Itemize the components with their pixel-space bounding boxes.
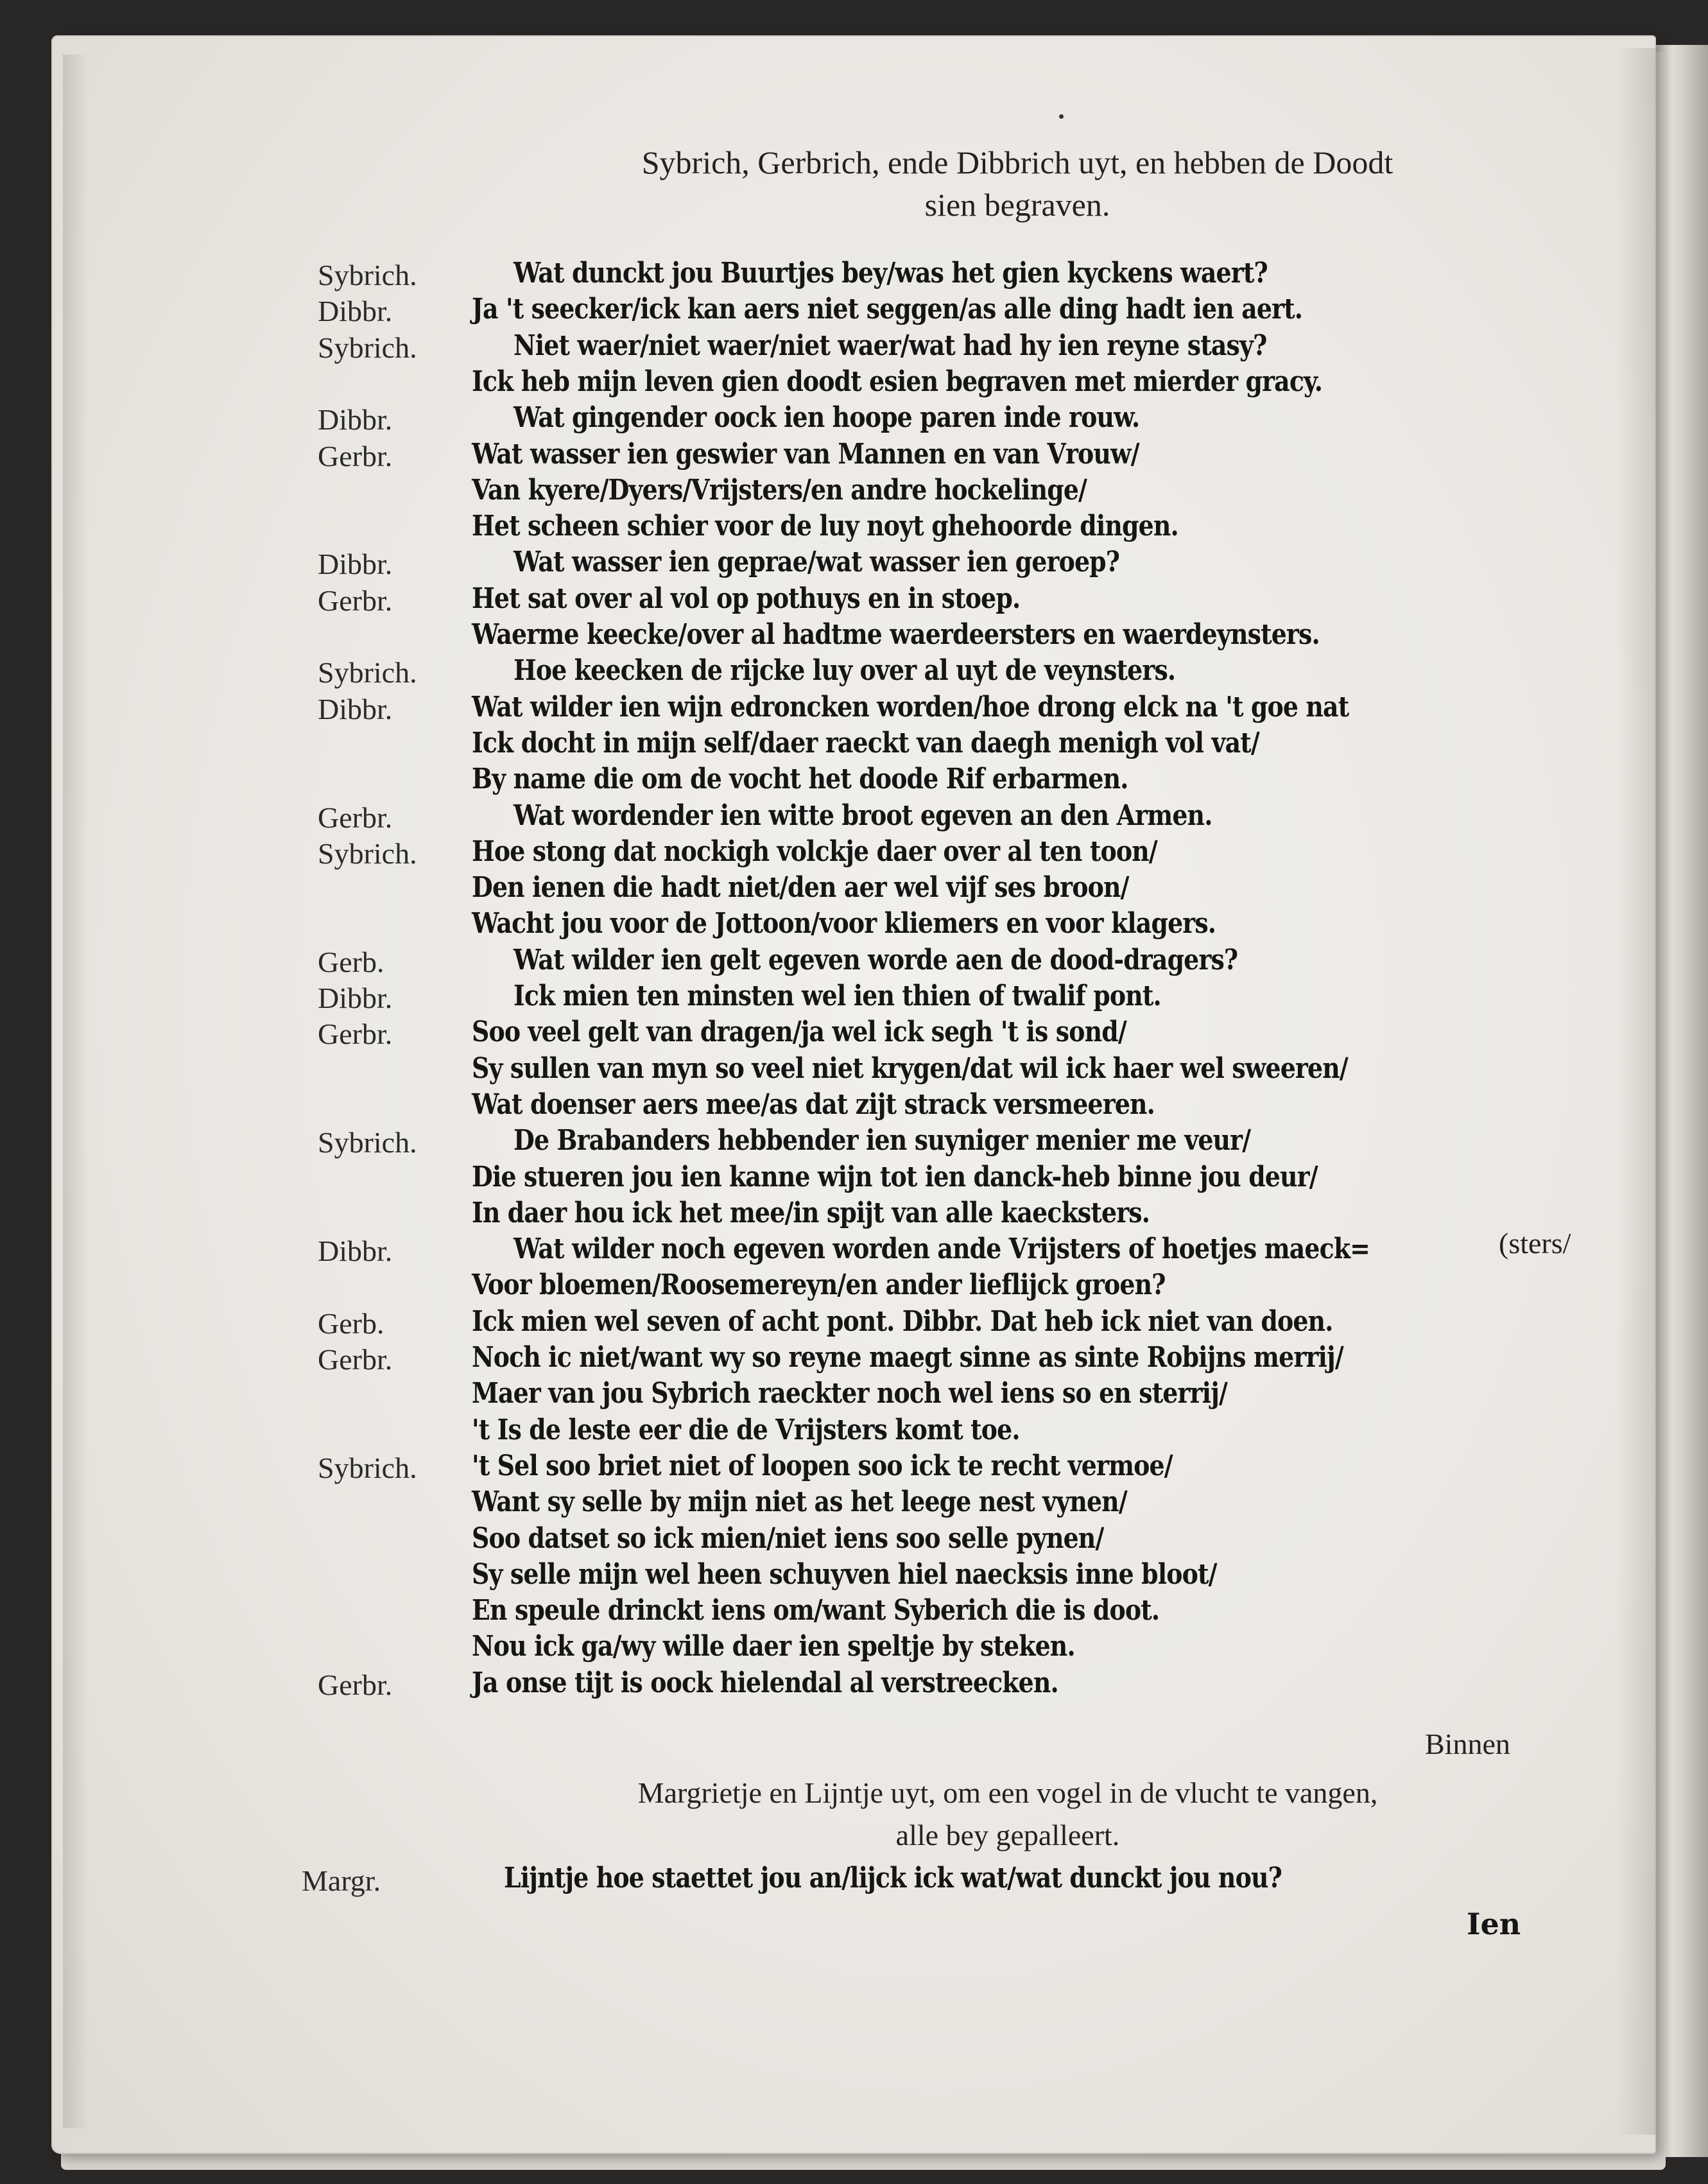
verse-line: Want sy selle by mijn niet as het leege nest vynen/ [472,1486,1127,1518]
speaker-label: Dibbr. [318,1235,393,1267]
verse-line: Lijntje hoe staettet jou an/lijck ick wat/wat dunckt jou nou? [504,1862,1282,1894]
ink-dot [1059,114,1064,119]
speaker-label: Sybrich. [318,259,417,291]
verse-line: Noch ic niet/want wy so reyne maegt sinne as sinte Robijns merrij/ [472,1341,1343,1374]
speaker-label: Gerbr. [318,1668,393,1701]
verse-line: Ick mien wel seven of acht pont. Dibbr. Dat heb ick niet van doen. [472,1305,1333,1338]
verse-line: Die stueren jou ien kanne wijn tot ien danck-heb binne jou deur/ [472,1161,1318,1193]
speaker-label: Sybrich. [318,837,417,870]
verse-line: Wat wilder ien wijn edroncken worden/hoe drong elck na 't goe nat [472,691,1349,724]
speaker-label: Dibbr. [318,693,393,725]
scene-heading [552,141,1483,226]
verse-line: Niet waer/niet waer/niet waer/wat had hy ien reyne stasy? [513,329,1267,362]
verse-line: Ick docht in mijn self/daer raeckt van daegh menigh vol vat/ [472,727,1259,759]
verse-line: Wat gingender oock ien hoope paren inde rouw. [513,401,1140,434]
verse-line: Hoe stong dat nockigh volckje daer over al ten toon/ [472,835,1157,868]
catchword: Ien [1467,1907,1521,1941]
verse-line: Wat wasser ien geprae/wat wasser ien geroep? [513,546,1120,578]
verse-line: Wat wasser ien geswier van Mannen en van Vrouw/ [472,438,1139,471]
speaker-label: Dibbr. [318,403,393,436]
runover-note: (sters/ [1499,1227,1571,1260]
verse-line: Ick heb mijn leven gien doodt esien begraven met mierder gracy. [472,365,1323,398]
verse-line: Het scheen schier voor de luy noyt ghehoorde dingen. [472,510,1178,542]
verse-line: Den ienen die hadt niet/den aer wel vijf ses broon/ [472,871,1129,904]
verse-line: Ja onse tijt is oock hielendal al verstreecken. [472,1667,1058,1699]
verse-line: En speule drinckt iens om/want Syberich die is doot. [472,1594,1160,1627]
verse-line: Hoe keecken de rijcke luy over al uyt de veynsters. [513,654,1176,687]
speaker-label: Sybrich. [318,1126,417,1159]
verse-line: Nou ick ga/wy wille daer ien speltje by steken. [472,1630,1075,1663]
verse-line: De Brabanders hebbender ien suyniger menier me veur/ [513,1124,1251,1157]
scene2-line1: Margrietje en Lijntje uyt, om een vogel in de vlucht te vangen, [637,1776,1378,1809]
speaker-label: Gerb. [318,1307,384,1340]
verse-line: Ick mien ten minsten wel ien thien of twalif pont. [513,980,1161,1012]
verse-line: In daer hou ick het mee/in spijt van alle kaecksters. [472,1197,1150,1229]
speaker-label: Gerbr. [318,584,393,617]
speaker-label: Gerbr. [318,801,393,834]
speaker-label: Sybrich. [318,656,417,689]
verse-line: Wat doenser aers mee/as dat zijt strack versmeeren. [472,1088,1155,1121]
scene-heading-2 [494,1772,1521,1857]
scene2-line2: alle bey gepalleert. [895,1819,1120,1851]
verse-line: Waerme keecke/over al hadtme waerdeersters en waerdeynsters. [472,618,1320,651]
verse-line: Soo datset so ick mien/niet iens soo selle pynen/ [472,1522,1104,1555]
speaker-label: Dibbr. [318,982,393,1014]
verse-line: Wacht jou voor de Jottoon/voor kliemers en voor klagers. [472,907,1216,940]
verse-line: Wat wilder noch egeven worden ande Vrijsters of hoetjes maeck= [513,1233,1370,1265]
verse-line: Maer van jou Sybrich raeckter noch wel iens so en sterrij/ [472,1377,1227,1410]
verse-line: Voor bloemen/Roosemereyn/en ander lieflijck groen? [472,1269,1166,1301]
speaker-label: Gerbr. [318,440,393,472]
verse-line: Sy selle mijn wel heen schuyven hiel naecksis inne bloot/ [472,1558,1217,1591]
verse-line: Ja 't seecker/ick kan aers niet seggen/as alle ding hadt ien aert. [472,293,1303,325]
verse-line: 't Is de leste eer die de Vrijsters komt toe. [472,1414,1020,1446]
speaker-label: Margr. [302,1864,381,1897]
verse-line: Sy sullen van myn so veel niet krygen/dat wil ick haer wel sweeren/ [472,1052,1348,1085]
speaker-label: Sybrich. [318,331,417,364]
speaker-label: Dibbr. [318,548,393,580]
verse-line: Van kyere/Dyers/Vrijsters/en andre hockelinge/ [472,474,1087,507]
speaker-label: Gerbr. [318,1343,393,1376]
verse-line: Soo veel gelt van dragen/ja wel ick segh 't is sond/ [472,1016,1126,1048]
verse-line: Wat dunckt jou Buurtjes bey/was het gien kyckens waert? [513,257,1268,290]
binnen-note: Binnen [1425,1728,1510,1760]
verse-line: 't Sel soo briet niet of loopen soo ick te recht vermoe/ [472,1450,1173,1482]
verse-line: Het sat over al vol op pothuys en in stoep. [472,582,1021,615]
verse-line: Wat wilder ien gelt egeven worde aen de dood-dragers? [513,944,1238,976]
scene-heading-line2: sien begraven. [924,187,1110,223]
speaker-label: Dibbr. [318,295,393,327]
speaker-label: Sybrich. [318,1452,417,1484]
verse-line: By name die om de vocht het doode Rif erbarmen. [472,763,1128,795]
scene-heading-line1: Sybrich, Gerbrich, ende Dibbrich uyt, en hebben de Doodt [641,144,1393,180]
verse-line: Wat wordender ien witte broot egeven an den Armen. [513,799,1212,832]
speaker-label: Gerb. [318,946,384,978]
speaker-label: Gerbr. [318,1018,393,1050]
